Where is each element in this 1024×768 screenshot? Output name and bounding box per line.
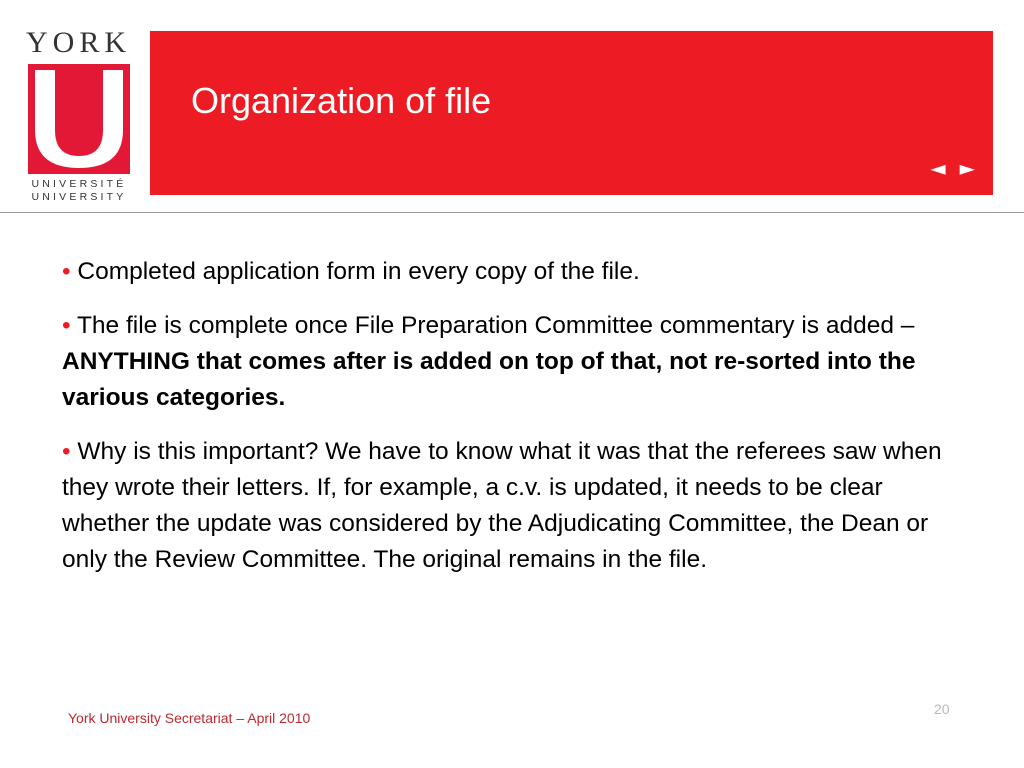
footer-text: York University Secretariat – April 2010	[68, 710, 311, 726]
bullet-text: Why is this important? We have to know what it was that the referees saw when they wrote their letters. If, for example, a c.v. is updated, it needs to be clear whether the update was considered by the Adjudicating Committee, the Dean or only the Review Committee. The original remains in the file.	[62, 438, 942, 573]
next-slide-button[interactable]: ►	[959, 156, 975, 180]
bullet-marker: •	[62, 312, 71, 339]
bullet-marker: •	[62, 258, 71, 285]
bullet-item	[62, 308, 962, 416]
logo-universite-text: UNIVERSITÉ	[31, 178, 127, 190]
slide-navigation	[930, 157, 975, 179]
bullet-bold-text: ANYTHING that comes after is added on top of that, not re-sorted into the various categories.	[62, 348, 916, 411]
logo-university-text: UNIVERSITY	[31, 191, 127, 203]
previous-slide-button[interactable]: ◄	[930, 156, 946, 180]
bullet-item	[62, 254, 962, 290]
slide-title: Organization of file	[191, 80, 492, 121]
u-mark-icon	[28, 64, 130, 174]
bullet-item	[62, 434, 962, 578]
bullet-text: The file is complete once File Preparation Committee commentary is added –	[70, 312, 915, 339]
bullet-marker: •	[62, 438, 71, 465]
logo-u-mark	[28, 64, 130, 174]
york-university-logo	[24, 28, 134, 206]
header-divider	[0, 212, 1024, 213]
slide-body	[62, 254, 962, 596]
bullet-text: Completed application form in every copy of the file.	[70, 258, 640, 285]
page-number: 20	[934, 701, 950, 717]
header-banner	[150, 31, 993, 195]
logo-york-text: YORK	[26, 26, 132, 59]
